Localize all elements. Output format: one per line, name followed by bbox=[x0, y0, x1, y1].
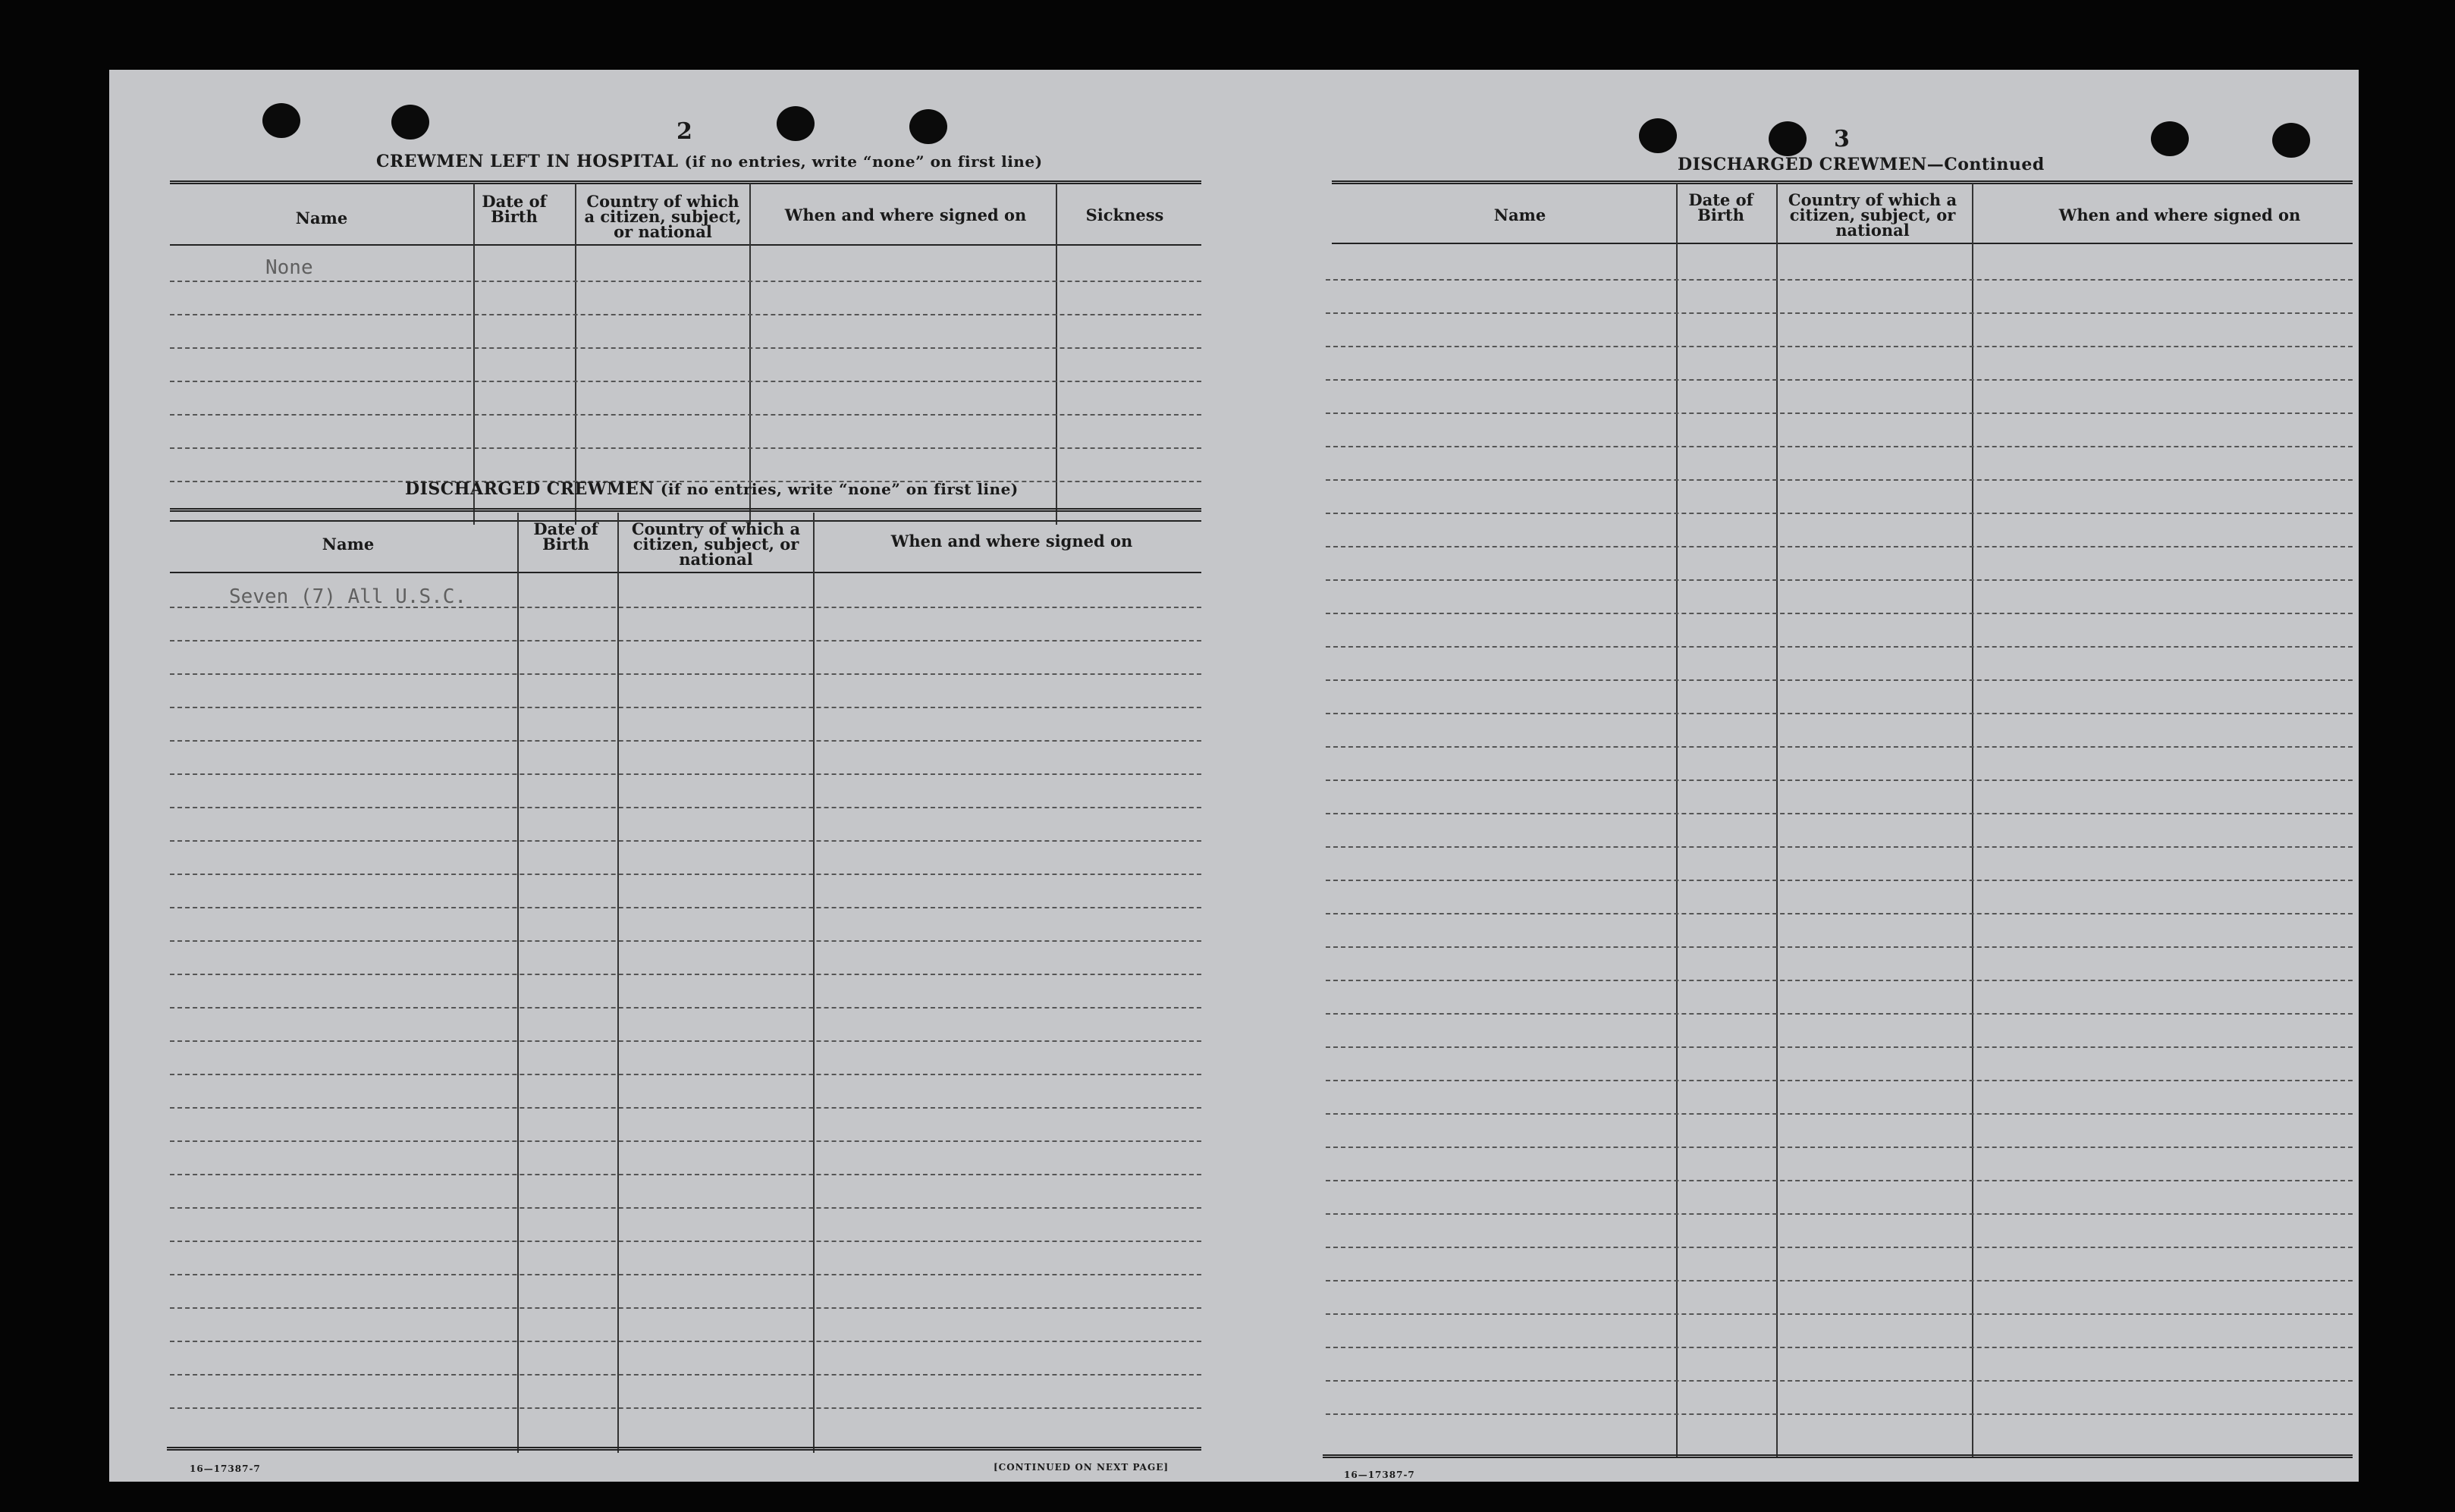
discharged-row-line bbox=[170, 1074, 1201, 1075]
continued-row-line bbox=[1326, 579, 2353, 581]
continued-row-line bbox=[1326, 1113, 2353, 1115]
discharged-row-line bbox=[170, 874, 1201, 875]
discharged-row-line bbox=[170, 1207, 1201, 1209]
col-header-when-where: When and where signed on bbox=[2058, 205, 2301, 224]
right-page bbox=[1247, 70, 2359, 1482]
continued-row-line bbox=[1326, 1347, 2353, 1348]
continued-top-rule bbox=[1332, 180, 2353, 186]
col-header-name: Name bbox=[295, 209, 348, 227]
col-header-when-where: When and where signed on bbox=[890, 532, 1133, 551]
discharged-row-line bbox=[170, 773, 1201, 775]
hospital-row-line bbox=[170, 381, 1201, 382]
continued-row-line bbox=[1326, 1280, 2353, 1281]
punch-hole bbox=[262, 103, 300, 138]
continued-row-line bbox=[1326, 1180, 2353, 1181]
col-header-date-of-birth: Date of Birth bbox=[482, 192, 547, 226]
discharged-row-line bbox=[170, 1040, 1201, 1042]
page-number: 2 bbox=[677, 118, 692, 145]
continued-bottom-rule bbox=[1323, 1454, 2353, 1460]
continued-row-line bbox=[1326, 613, 2353, 614]
continued-row-line bbox=[1326, 1213, 2353, 1215]
punch-hole bbox=[391, 105, 429, 140]
discharged-row-line bbox=[170, 974, 1201, 975]
continued-row-line bbox=[1326, 479, 2353, 481]
discharged-row-line bbox=[170, 1174, 1201, 1175]
continued-row-line bbox=[1326, 279, 2353, 281]
hospital-col-divider bbox=[1056, 184, 1057, 525]
document-sheet bbox=[109, 70, 2359, 1482]
col-header-country: Country of which a citizen, subject, or national bbox=[1788, 190, 1957, 240]
discharged-row-line bbox=[170, 1274, 1201, 1275]
hospital-col-divider bbox=[575, 184, 576, 525]
discharged-title-text: DISCHARGED CREWMEN bbox=[405, 479, 655, 499]
discharged-top-rule bbox=[170, 508, 1201, 513]
continued-row-line bbox=[1326, 646, 2353, 648]
continued-row-line bbox=[1326, 980, 2353, 981]
discharged-row-line bbox=[170, 1407, 1201, 1409]
continued-row-line bbox=[1326, 713, 2353, 714]
continued-row-line bbox=[1326, 1313, 2353, 1315]
hospital-row-line bbox=[170, 447, 1201, 449]
discharged-row-line bbox=[170, 1374, 1201, 1376]
discharged-col-divider bbox=[517, 513, 519, 1453]
hospital-row-line bbox=[170, 414, 1201, 416]
continued-row-line bbox=[1326, 1013, 2353, 1015]
punch-hole bbox=[2272, 123, 2310, 158]
continued-row-line bbox=[1326, 1247, 2353, 1248]
continued-header-rule bbox=[1332, 243, 2353, 244]
col-header-name: Name bbox=[322, 535, 375, 554]
form-number: 16—17387-7 bbox=[190, 1463, 261, 1474]
discharged-row-line bbox=[170, 840, 1201, 842]
continued-row-line bbox=[1326, 1080, 2353, 1081]
continued-row-line bbox=[1326, 312, 2353, 314]
discharged-col-divider bbox=[617, 513, 619, 1453]
continued-row-line bbox=[1326, 780, 2353, 781]
continued-row-line bbox=[1326, 813, 2353, 814]
continued-row-line bbox=[1326, 346, 2353, 347]
continued-row-line bbox=[1326, 379, 2353, 381]
continued-row-line bbox=[1326, 1380, 2353, 1382]
hospital-row-line bbox=[170, 281, 1201, 282]
discharged-row-line bbox=[170, 1241, 1201, 1242]
hospital-top-rule bbox=[170, 180, 1201, 186]
discharged-row-line bbox=[170, 907, 1201, 908]
continued-note: [CONTINUED ON NEXT PAGE] bbox=[994, 1462, 1169, 1473]
continued-row-line bbox=[1326, 1046, 2353, 1048]
continued-row-line bbox=[1326, 880, 2353, 881]
discharged-header-rule bbox=[170, 572, 1201, 573]
hospital-header-rule bbox=[170, 244, 1201, 246]
hospital-row-line bbox=[170, 347, 1201, 349]
discharged-row-line bbox=[170, 607, 1201, 608]
discharged-row-line bbox=[170, 673, 1201, 675]
left-page bbox=[109, 70, 1217, 1482]
hospital-section-title bbox=[376, 152, 1043, 171]
punch-hole bbox=[909, 109, 947, 144]
continued-col-divider bbox=[1972, 184, 1973, 1457]
continued-row-line bbox=[1326, 913, 2353, 914]
col-header-country: Country of which a citizen, subject, or national bbox=[631, 519, 801, 569]
hospital-row-line bbox=[170, 314, 1201, 315]
continued-row-line bbox=[1326, 1413, 2353, 1415]
discharged-row-line bbox=[170, 1307, 1201, 1309]
discharged-col-divider bbox=[813, 513, 815, 1453]
continued-row-line bbox=[1326, 679, 2353, 681]
discharged-row-line bbox=[170, 640, 1201, 642]
hospital-col-divider bbox=[749, 184, 751, 525]
continued-row-line bbox=[1326, 546, 2353, 547]
hospital-entry: None bbox=[265, 256, 313, 279]
discharged-row-line bbox=[170, 1107, 1201, 1109]
col-header-sickness: Sickness bbox=[1085, 205, 1164, 224]
hospital-title-note: (if no entries, write “none” on first line) bbox=[684, 152, 1043, 171]
continued-row-line bbox=[1326, 513, 2353, 514]
discharged-bottom-rule bbox=[167, 1447, 1201, 1452]
discharged-row-line bbox=[170, 707, 1201, 708]
continued-row-line bbox=[1326, 446, 2353, 447]
continued-row-line bbox=[1326, 1147, 2353, 1148]
col-header-when-where: When and where signed on bbox=[784, 205, 1027, 224]
col-header-name: Name bbox=[1493, 205, 1546, 224]
discharged-entry: Seven (7) All U.S.C. bbox=[229, 585, 467, 608]
continued-col-divider bbox=[1676, 184, 1678, 1457]
discharged-continued-title: DISCHARGED CREWMEN—Continued bbox=[1678, 155, 2045, 174]
punch-hole bbox=[1639, 118, 1677, 153]
hospital-title-text: CREWMEN LEFT IN HOSPITAL bbox=[376, 152, 679, 171]
continued-row-line bbox=[1326, 413, 2353, 414]
page-number: 3 bbox=[1834, 126, 1850, 152]
punch-hole bbox=[777, 106, 815, 141]
discharged-row-line bbox=[170, 807, 1201, 808]
punch-hole bbox=[2151, 121, 2189, 156]
discharged-row-line bbox=[170, 1140, 1201, 1142]
form-number: 16—17387-7 bbox=[1344, 1470, 1415, 1480]
discharged-title-note: (if no entries, write “none” on first line) bbox=[660, 480, 1019, 498]
punch-hole bbox=[1769, 121, 1807, 156]
continued-row-line bbox=[1326, 846, 2353, 848]
discharged-section-title bbox=[405, 479, 1019, 499]
col-header-date-of-birth: Date of Birth bbox=[533, 519, 598, 554]
col-header-country: Country of which a citizen, subject, or national bbox=[584, 192, 742, 241]
continued-row-line bbox=[1326, 946, 2353, 948]
discharged-row-line bbox=[170, 1007, 1201, 1009]
col-header-date-of-birth: Date of Birth bbox=[1688, 190, 1753, 224]
continued-col-divider bbox=[1776, 184, 1778, 1457]
discharged-row-line bbox=[170, 740, 1201, 742]
hospital-col-divider bbox=[473, 184, 475, 525]
continued-row-line bbox=[1326, 746, 2353, 748]
discharged-row-line bbox=[170, 1341, 1201, 1342]
discharged-row-line bbox=[170, 940, 1201, 942]
